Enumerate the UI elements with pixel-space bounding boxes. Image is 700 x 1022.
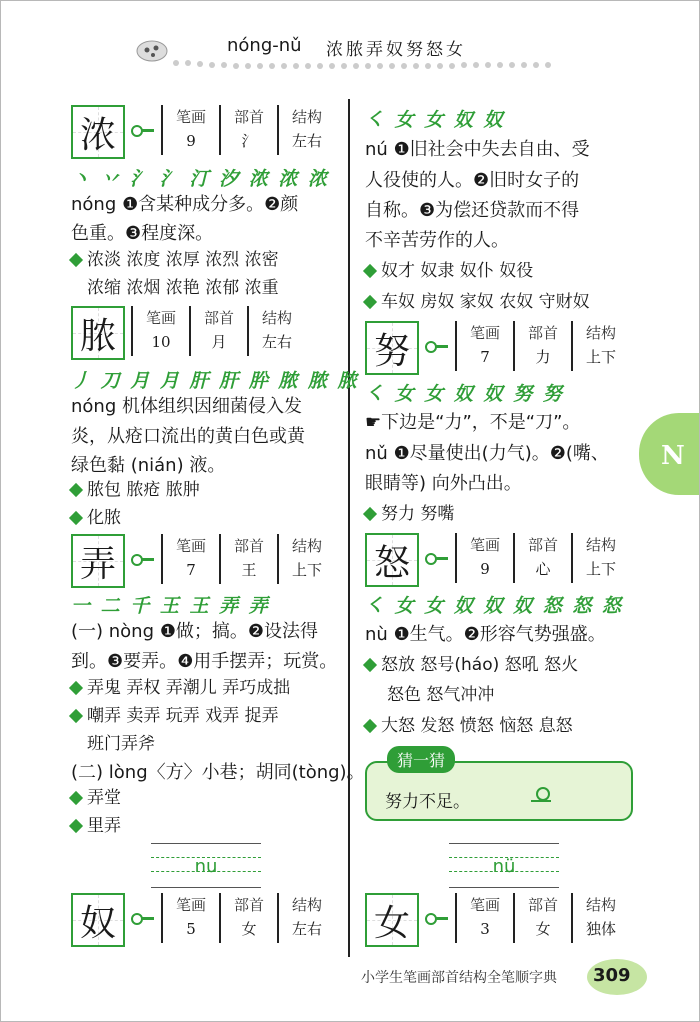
char: 女 <box>373 902 410 944</box>
word-list <box>71 784 121 813</box>
structure-label: 结构 <box>585 536 616 554</box>
pinyin-separator <box>449 843 559 889</box>
structure-value: 上下 <box>585 560 616 578</box>
char: 努 <box>373 330 410 372</box>
entry-head-nu2 <box>365 321 629 375</box>
strokes-value: 5 <box>186 920 196 938</box>
page-header <box>1 1 699 81</box>
strokes-label: 笔画 <box>175 537 206 555</box>
stroke-order: 丶 丷 氵 氵 汀 汐 浓 浓 浓 <box>71 168 329 190</box>
strokes-value: 3 <box>480 920 490 938</box>
strokes-value: 9 <box>186 132 196 150</box>
words: 奴才 奴隶 奴仆 奴役 <box>381 261 534 281</box>
radical-value: 心 <box>535 560 551 578</box>
structure-label: 结构 <box>291 896 322 914</box>
word-list <box>71 674 290 703</box>
diamond-icon <box>69 681 83 695</box>
words: 努力 努嘴 <box>381 504 455 524</box>
char-meta <box>161 105 335 155</box>
words: 浓淡 浓度 浓厚 浓烈 浓密 <box>87 250 279 270</box>
radical-label: 部首 <box>233 896 264 914</box>
radical-label: 部首 <box>233 537 264 555</box>
char-meta <box>455 321 629 371</box>
definition-line: 色重。❸程度深。 <box>71 223 214 244</box>
definition-line: 到。❸要弄。❹用手摆弄；玩赏。 <box>71 651 338 672</box>
key-icon <box>425 911 449 925</box>
footer-title: 小学生笔画部首结构全笔顺字典 <box>361 970 557 986</box>
char-meta <box>455 533 629 583</box>
section-letter: N <box>661 441 685 471</box>
radical-value: 力 <box>535 348 551 366</box>
strokes-value: 10 <box>151 333 171 351</box>
structure-value: 上下 <box>291 561 322 579</box>
words: 嘲弄 卖弄 玩弄 戏弄 捉弄 <box>87 706 279 726</box>
structure-value: 左右 <box>291 132 322 150</box>
word-list <box>365 651 578 680</box>
words: 脓包 脓疮 脓肿 <box>87 480 200 500</box>
strokes-label: 笔画 <box>145 309 176 327</box>
char: 弄 <box>79 543 116 585</box>
structure-label: 结构 <box>585 896 616 914</box>
definition-line: nóng ❶含某种成分多。❷颜 <box>71 194 299 215</box>
stroke-order: ㇛ 女 女 奴 奴 <box>365 109 505 131</box>
word-list <box>71 246 279 275</box>
strokes-label: 笔画 <box>469 536 500 554</box>
key-icon <box>131 552 155 566</box>
word-list: 浓缩 浓烟 浓艳 浓郁 浓重 <box>87 278 279 298</box>
entry-head-nong3 <box>71 534 335 588</box>
radical-value: 女 <box>535 920 551 938</box>
strokes-label: 笔画 <box>469 324 500 342</box>
riddle-tag: 猜一猜 <box>387 746 455 773</box>
key-icon <box>131 123 155 137</box>
key-icon <box>425 551 449 565</box>
structure-label: 结构 <box>291 537 322 555</box>
word-list <box>71 504 121 533</box>
word-list <box>71 812 121 841</box>
definition-line: 绿色黏 (nián) 液。 <box>71 455 226 476</box>
key-icon <box>425 339 449 353</box>
structure-value: 左右 <box>261 333 292 351</box>
entry-head-nong1 <box>71 105 335 159</box>
definition-line: 人役使的人。❷旧时女子的 <box>365 170 580 191</box>
stroke-order: ㇛ 女 女 奴 奴 奴 怒 怒 怒 <box>365 595 623 617</box>
definition-line: 自称。❸为偿还贷款而不得 <box>365 200 580 221</box>
entry-head-nu3 <box>365 533 629 587</box>
strokes-label: 笔画 <box>175 108 206 126</box>
page-number-badge <box>587 959 647 995</box>
definition-line: (一) nòng ❶做；搞。❷设法得 <box>71 621 319 642</box>
stroke-order: 丿 刀 月 月 肝 肝 肸 脓 脓 脓 <box>71 370 359 392</box>
radical-label: 部首 <box>527 536 558 554</box>
strokes-label: 笔画 <box>469 896 500 914</box>
definition-line: nóng 机体组织因细菌侵入发 <box>71 396 302 417</box>
words: 怒放 怒号(háo) 怒吼 怒火 <box>381 655 579 675</box>
strokes-value: 7 <box>480 348 490 366</box>
word-list <box>365 712 573 741</box>
structure-value: 左右 <box>291 920 322 938</box>
column-divider <box>348 99 350 957</box>
radical-label: 部首 <box>527 324 558 342</box>
structure-label: 结构 <box>291 108 322 126</box>
section-tab-n <box>639 413 699 495</box>
radical-label: 部首 <box>203 309 234 327</box>
entry-head-nv <box>365 893 629 947</box>
word-list <box>365 500 454 529</box>
structure-label: 结构 <box>585 324 616 342</box>
definition-line: 不辛苦劳作的人。 <box>365 230 509 251</box>
char-meta <box>161 893 335 943</box>
char-meta <box>131 306 305 356</box>
diamond-icon <box>69 791 83 805</box>
stroke-order: ㇛ 女 女 奴 奴 努 努 <box>365 383 564 405</box>
definition-line: 炎，从疮口流出的黄白色或黄 <box>71 426 305 447</box>
key-icon <box>131 911 155 925</box>
diamond-icon <box>363 264 377 278</box>
diamond-icon <box>69 819 83 833</box>
header-chars: 浓脓弄奴努怒女 <box>326 40 466 60</box>
char: 浓 <box>79 114 116 156</box>
definition-line: 眼睛等) 向外凸出。 <box>365 473 522 494</box>
diamond-icon <box>363 658 377 672</box>
char-meta <box>161 534 335 584</box>
words: 车奴 房奴 家奴 农奴 守财奴 <box>381 292 590 312</box>
char-box <box>365 321 419 375</box>
radical-label: 部首 <box>233 108 264 126</box>
char: 怒 <box>373 542 410 584</box>
words: 弄堂 <box>87 788 121 808</box>
word-list <box>365 288 590 317</box>
page-number: 309 <box>593 965 631 986</box>
radical-label: 部首 <box>527 896 558 914</box>
header-pinyin: nóng-nǔ <box>227 35 302 56</box>
definition-line: nú ❶旧社会中失去自由、受 <box>365 139 590 160</box>
definition-line: (二) lòng〈方〉小巷；胡同(tòng)。 <box>71 762 365 783</box>
words: 化脓 <box>87 508 121 528</box>
char-box <box>71 306 125 360</box>
entry-head-nu1 <box>71 893 335 947</box>
diamond-icon <box>363 507 377 521</box>
pinyin-separator <box>151 843 261 889</box>
radical-value: 王 <box>241 561 257 579</box>
words: 大怒 发怒 愤怒 恼怒 息怒 <box>381 716 573 736</box>
char-box <box>71 893 125 947</box>
words: 弄鬼 弄权 弄潮儿 弄巧成拙 <box>87 678 291 698</box>
radical-value: 月 <box>211 333 227 351</box>
diamond-icon <box>363 295 377 309</box>
char-box <box>71 534 125 588</box>
strokes-value: 9 <box>480 560 490 578</box>
radical-value: 氵 <box>241 132 257 150</box>
snail-icon <box>529 785 553 803</box>
char: 脓 <box>79 315 116 357</box>
word-list: 班门弄斧 <box>87 734 155 754</box>
strokes-label: 笔画 <box>175 896 206 914</box>
diamond-icon <box>363 719 377 733</box>
structure-value: 上下 <box>585 348 616 366</box>
word-list <box>71 476 200 505</box>
riddle-question: 努力不足。 <box>385 792 470 812</box>
definition-line: ☛下边是“力”，不是“刀”。 <box>365 412 581 433</box>
char-box <box>365 893 419 947</box>
word-list <box>365 257 533 286</box>
diamond-icon <box>69 253 83 267</box>
char-box <box>71 105 125 159</box>
stroke-order: 一 二 千 王 王 弄 弄 <box>71 595 270 617</box>
structure-value: 独体 <box>585 920 616 938</box>
structure-label: 结构 <box>261 309 292 327</box>
pinyin-heading: nü <box>492 856 516 877</box>
word-list <box>71 702 279 731</box>
word-list: 怒色 怒气冲冲 <box>387 685 495 705</box>
diamond-icon <box>69 483 83 497</box>
strokes-value: 7 <box>186 561 196 579</box>
definition-line: nǔ ❶尽量使出(力气)。❷(嘴、 <box>365 443 609 464</box>
char-box <box>365 533 419 587</box>
radical-value: 女 <box>241 920 257 938</box>
definition-line: nù ❶生气。❷形容气势强盛。 <box>365 624 606 645</box>
char: 奴 <box>79 902 116 944</box>
pinyin-heading: nu <box>194 856 218 877</box>
words: 里弄 <box>87 816 121 836</box>
diamond-icon <box>69 511 83 525</box>
diamond-icon <box>69 709 83 723</box>
char-meta <box>455 893 629 943</box>
entry-head-nong2 <box>71 306 305 360</box>
